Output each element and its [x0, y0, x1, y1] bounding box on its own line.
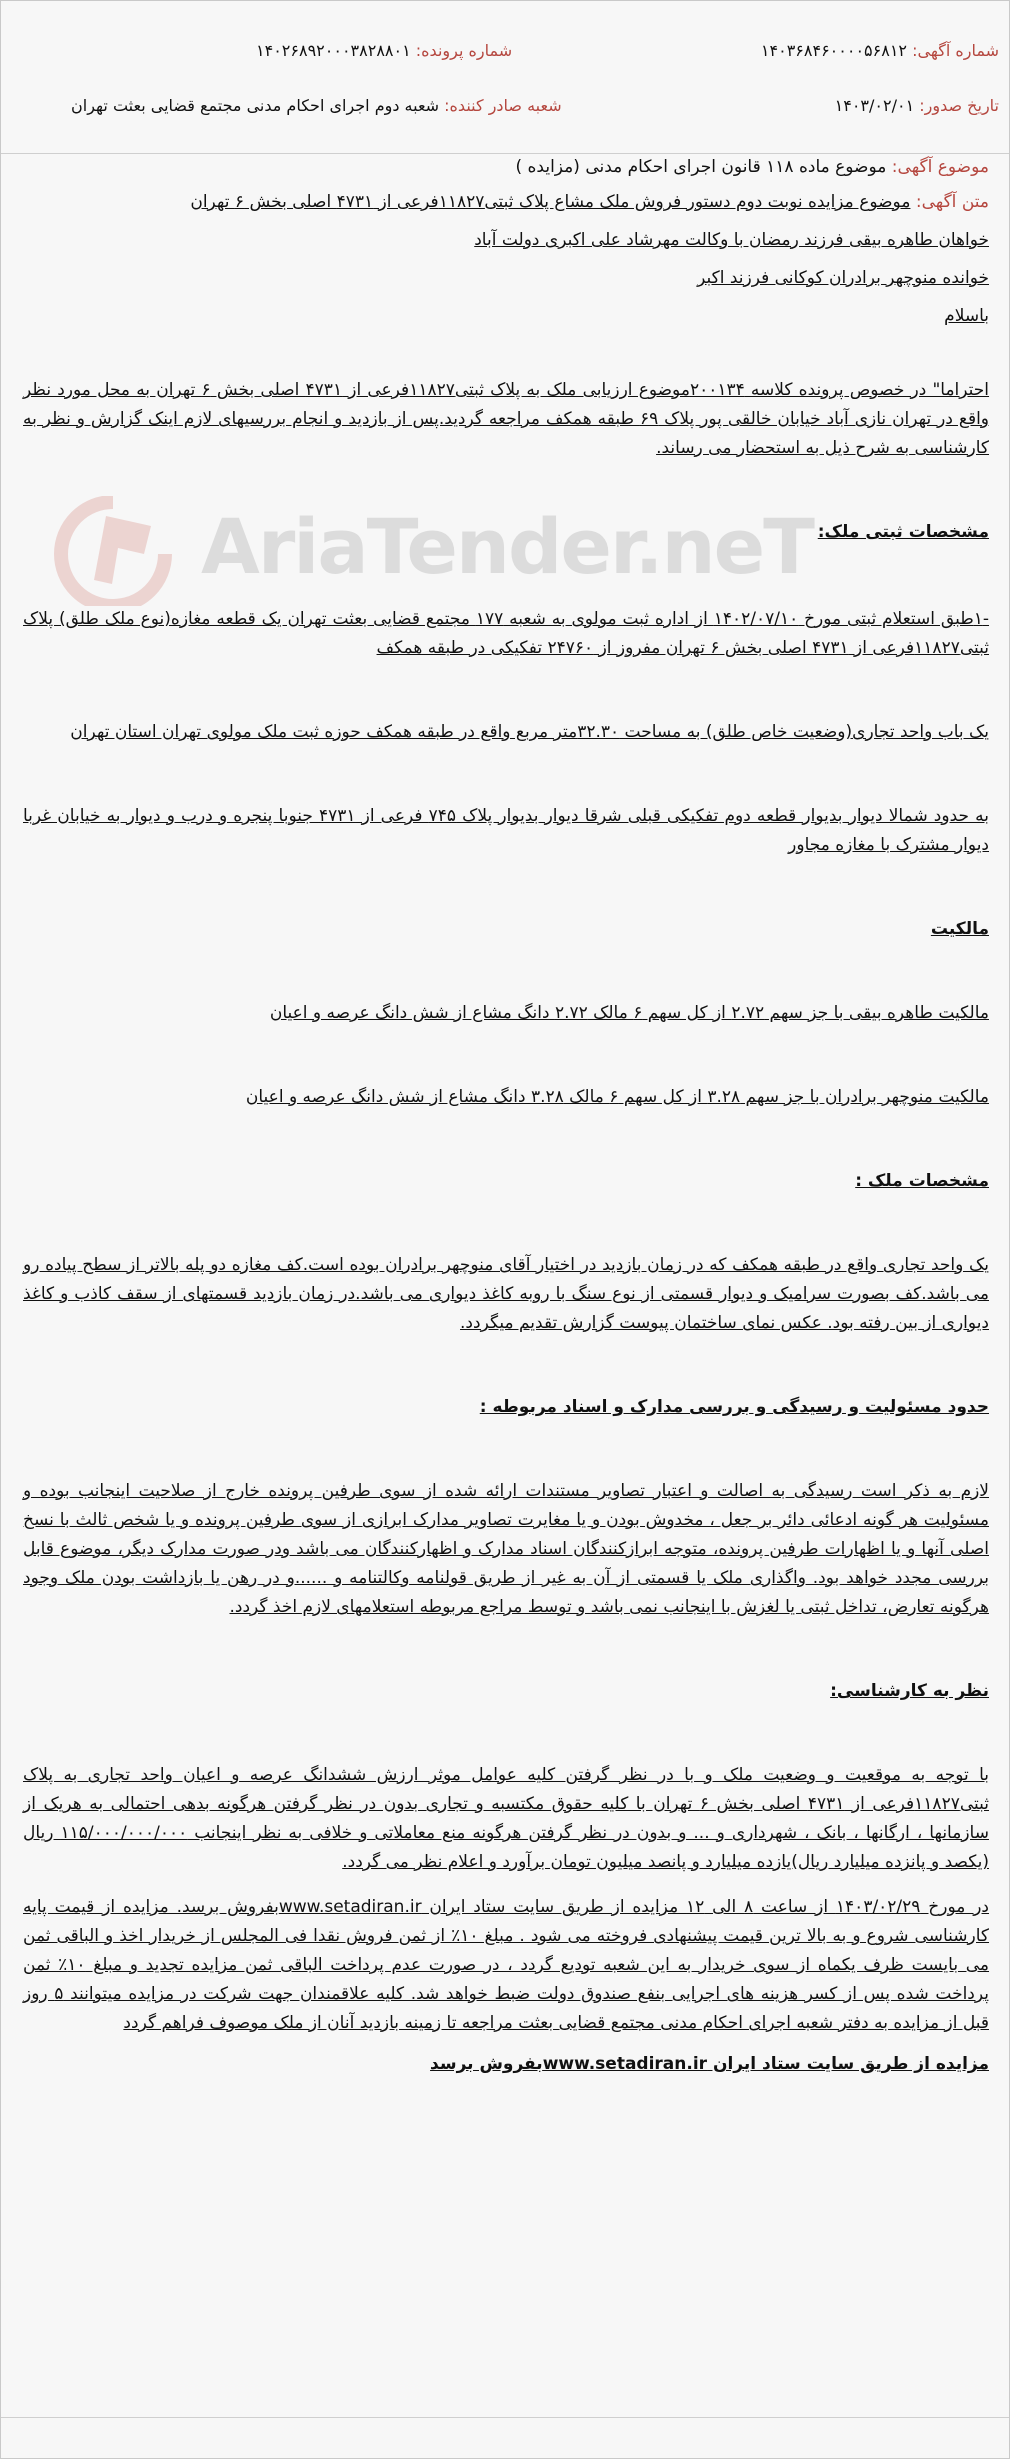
- registry-paragraph-3: به حدود شمالا دیوار بدیوار قطعه دوم تفکیکی قبلی شرقا دیوار بدیوار پلاک ۷۴۵ فرعی از ۴۷۳۱ جنوبا پنجره و درب و دیوار به خیابان غربا دیوار مشترک با مغازه مجاور: [23, 806, 989, 855]
- case-number-label: شماره پرونده:: [415, 41, 513, 60]
- greeting: باسلام: [944, 306, 989, 326]
- ownership-line-1: مالکیت طاهره بیقی با جز سهم ۲.۷۲ از کل سهم ۶ مالک ۲.۷۲ دانگ مشاع از شش دانگ عرصه و اعیان: [269, 1003, 989, 1023]
- text-label: متن آگهی:: [915, 192, 989, 212]
- notice-body: [23, 151, 989, 2079]
- intro-paragraph: احتراما" در خصوص پرونده کلاسه ۲۰۰۱۳۴موضوع ارزیابی ملک به پلاک ثبتی۱۱۸۲۷فرعی از ۴۷۳۱ اصلی بخش ۶ تهران به محل مورد نظر واقع در تهران نازی آباد خیابان خالقی پور پلاک ۶۹ طبقه همکف مراجعه گردید.پس از بازدید و انجام بررسیهای لازم اینک گزارش و نظر به کارشناسی به شرح ذیل به استحضار می رساند.: [23, 380, 990, 458]
- specs-paragraph: یک واحد تجاری واقع در طبقه همکف که در زمان بازدید در اختیار آقای منوچهر برادران بوده است.کف مغازه دو پله بالاتر از سطح پیاده رو می باشد.کف بصورت سرامیک و دیوار قسمتی از نوع سنگ با روبه کاغذ دیواری می باشد.در زمان بازدید قسمتهای از سقف کاذب و کاغذ دیواری از بین رفته بود. عکس نمای ساختمان پیوست گزارش تقدیم میگردد.: [23, 1255, 989, 1333]
- sale-order-line: موضوع مزایده نوبت دوم دستور فروش ملک مشاع پلاک ثبتی۱۱۸۲۷فرعی از ۴۷۳۱ اصلی بخش ۶ تهران: [190, 192, 911, 212]
- plaintiff-line: خواهان طاهره بیقی فرزند رمضان با وکالت مهرشاد علی اکبری دولت آباد: [474, 230, 989, 250]
- text-line-1: [23, 188, 989, 217]
- issue-date-row: [835, 91, 999, 121]
- ad-number-label: شماره آگهی:: [912, 41, 999, 60]
- subject-line: [23, 153, 989, 182]
- registry-title: مشخصات ثبتی ملک:: [817, 522, 989, 542]
- issue-date-label: تاریخ صدور:: [919, 96, 999, 115]
- opinion-paragraph: با توجه به موقعیت و وضعیت ملک و با در نظر گرفتن کلیه عوامل موثر ارزش ششدانگ عرصه و اعیان واحد تجاری به پلاک ثبتی۱۱۸۲۷فرعی از ۴۷۳۱ اصلی بخش ۶ تهران با کلیه حقوق مکتسبه و تجاری بدون در نظر گرفتن هرگونه بدهی احتمالی به هریک از سازمانها ، ارگانها ، بانک ، شهرداری و ... و بدون در نظر گرفتن هرگونه منع معاملاتی و خلافی به نظر اینجانب ۱۱۵/۰۰۰/۰۰۰/۰۰۰ ریال (یکصد و پانزده میلیارد ریال)یازده میلیارد و پانصد میلیون تومان برآورد و اعلام نظر می گردد.: [23, 1765, 989, 1872]
- issuer-row: [71, 91, 562, 121]
- auction-terms-paragraph: در مورخ ۱۴۰۳/۰۲/۲۹ از ساعت ۸ الی ۱۲ مزایده از طریق سایت ستاد ایران www.setadiran.irبفروش برسد. مزایده از قیمت پایه کارشناسی شروع و به بالا ترین قیمت پیشنهادی فروخته می شود . مبلغ ۱۰٪ از ثمن فروش نقدا فی المجلس از خریدار اخذ و الباقی ثمن می بایست ظرف یکماه از سوی خریدار به این شعبه تودیع گردد ، در صورت عدم پرداخت الباقی ثمن مزایده تجدید و مبلغ ۱۰٪ ثمن پرداخت شده پس از کسر هزینه های اجرایی بنفع صندوق دولت ضبط خواهد شد. کلیه علاقمندان جهت شرکت در مزایده میتوانند ۵ روز قبل از مزایده به دفتر شعبه اجرای احکام مدنی مجتمع قضایی بعثت مراجعه تا زمینه بازدید آنان از ملک موصوف فراهم گردد: [23, 1897, 989, 2033]
- subject-value: موضوع ماده ۱۱۸ قانون اجرای احکام مدنی (مزایده ): [515, 157, 887, 177]
- ad-number-value: ۱۴۰۳۶۸۴۶۰۰۰۰۵۶۸۱۲: [760, 41, 908, 60]
- liability-title: حدود مسئولیت و رسیدگی و بررسی مدارک و اسناد مربوطه :: [479, 1397, 989, 1417]
- issue-date-value: ۱۴۰۳/۰۲/۰۱: [834, 96, 915, 115]
- opinion-title: نظر به کارشناسی:: [830, 1681, 989, 1701]
- subject-label: موضوع آگهی:: [891, 157, 989, 177]
- issuer-label: شعبه صادر کننده:: [444, 96, 562, 115]
- case-number-row: [256, 36, 512, 66]
- ad-number-row: [761, 36, 999, 66]
- issuer-value: شعبه دوم اجرای احکام مدنی مجتمع قضایی بعثت تهران: [71, 96, 440, 115]
- registry-paragraph-1: -۱طبق استعلام ثبتی مورخ ۱۴۰۲/۰۷/۱۰ از اداره ثبت مولوی به شعبه ۱۷۷ مجتمع قضایی بعثت تهران یک قطعه مغازه(نوع ملک طلق) پلاک ثبتی۱۱۸۲۷فرعی از ۴۷۳۱ اصلی بخش ۶ تهران مفروز از ۲۴۷۶۰ تفکیکی در طبقه همکف: [23, 609, 990, 658]
- ownership-title: مالکیت: [930, 919, 989, 939]
- watermark-text: AriaTender.neT: [201, 502, 813, 591]
- liability-paragraph: لازم به ذکر است رسیدگی به اصالت و اعتبار تصاویر مستندات ارائه شده از سوی طرفین پرونده خارج از صلاحیت اینجانب بوده و مسئولیت هر گونه ادعائی دائر بر جعل ، مخدوش بودن و یا مغایرت تصاویر مدارک ابرازی از سوی طرفین پرونده و یا شخص ثالث با نسخ اصلی آنها و یا اظهارات طرفین پرونده، متوجه ابرازکنندگان اسناد مدارک و اظهارکنندگان می باشد ودر صورت مدارک دیگر، موضوع قابل بررسی مجدد خواهد بود. واگذاری ملک یا قسمتی از آن به غیر از طریق قولنامه وکالتنامه و ......و در رهن یا بازداشت بودن ملک وجود هرگونه تعارض، تداخل ثبتی یا لغزش با اینجانب نمی باشد و توسط مراجع مربوطه استعلامهای لازم اخذ گردد.: [23, 1481, 989, 1617]
- auction-site-line: مزایده از طریق سایت ستاد ایران www.setadiran.irبفروش برسد: [430, 2054, 989, 2074]
- case-number-value: ۱۴۰۲۶۸۹۲۰۰۰۳۸۲۸۸۰۱: [256, 41, 411, 60]
- ownership-line-2: مالکیت منوچهر برادران با جز سهم ۳.۲۸ از کل سهم ۶ مالک ۳.۲۸ دانگ مشاع از شش دانگ عرصه و اعیان: [245, 1087, 989, 1107]
- specs-title: مشخصات ملک :: [855, 1171, 989, 1191]
- footer-divider: [1, 2417, 1009, 2418]
- registry-paragraph-2: یک باب واحد تجاری(وضعیت خاص طلق) به مساحت ۳۲.۳۰متر مربع واقع در طبقه همکف حوزه ثبت ملک مولوی تهران استان تهران: [70, 722, 989, 742]
- defendant-line: خوانده منوچهر برادران کوکانی فرزند اکبر: [697, 268, 989, 288]
